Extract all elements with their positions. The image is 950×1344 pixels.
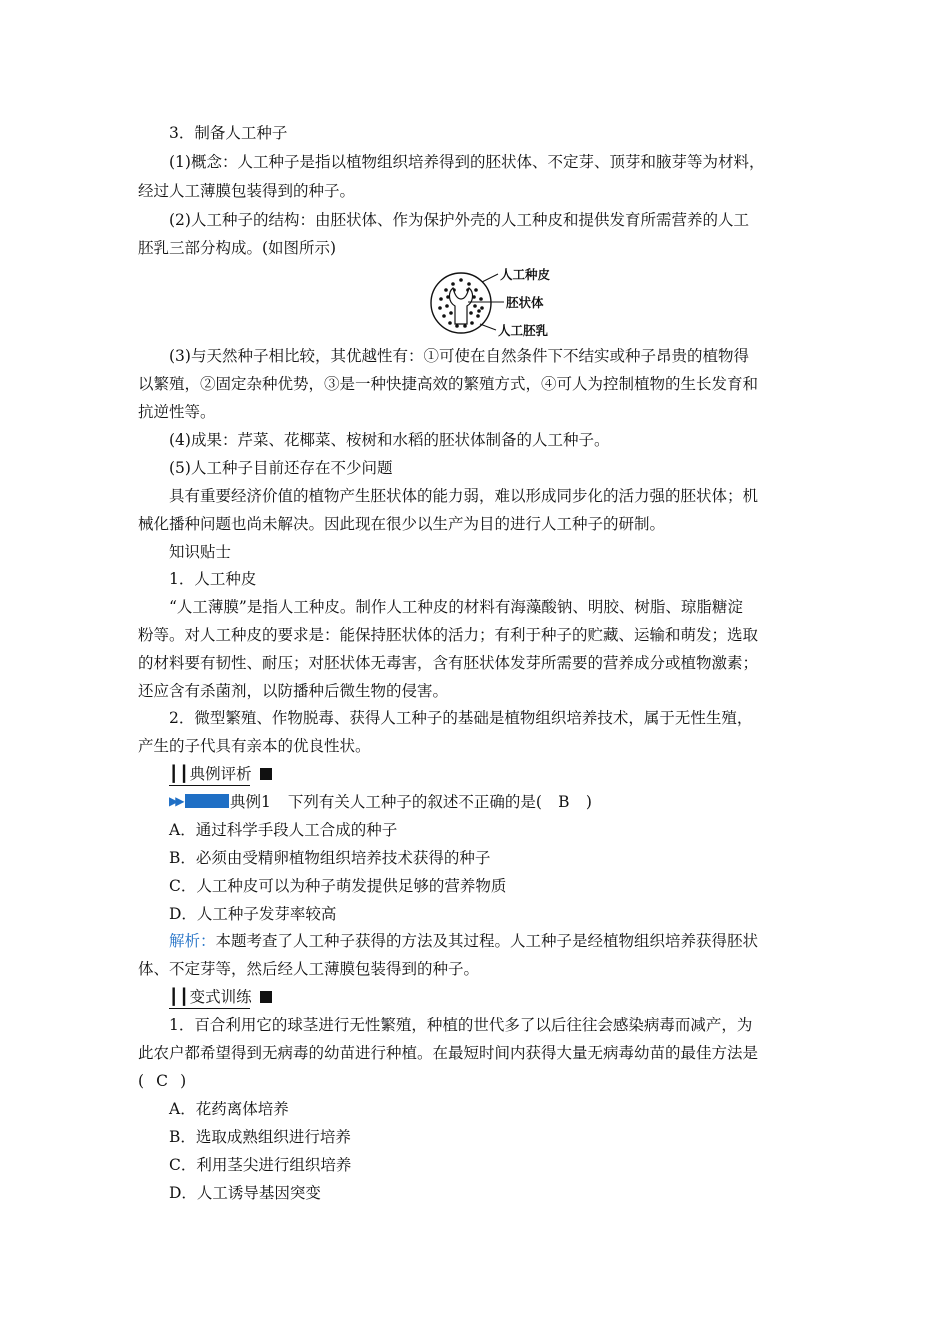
artificial-seed-diagram [428,266,568,338]
exercise1-option-b: B．选取成熟组织进行培养 [169,1128,351,1146]
label-embryoid: 胚状体 [506,295,544,310]
para-concept-cont: 经过人工薄膜包装得到的种子。 [138,182,356,200]
section-bars: ┃┃ [169,764,190,783]
example1-option-c: C．人工种皮可以为种子萌发提供足够的营养物质 [169,877,507,895]
section-header-variant-training [169,987,272,1007]
section-title: 变式训练 [189,988,252,1006]
leader-line-endosperm [480,324,496,330]
tip1-para-cont2: 的材料要有韧性、耐压；对胚状体无毒害，含有胚状体发芽所需要的营养成分或植物激素； [138,654,759,672]
example1-answer: B [558,793,570,811]
label-artificial-seed-coat: 人工种皮 [500,267,551,282]
exercise1-question-cont: 此农户都希望得到无病毒的幼苗进行种植。在最短时间内获得大量无病毒幼苗的最佳方法是 [138,1044,759,1062]
exercise1-answer: C [156,1072,168,1090]
tips-heading: 知识贴士 [169,543,232,561]
label-artificial-endosperm: 人工胚乳 [498,323,549,338]
tip1-para-cont: 粉等。对人工种皮的要求是：能保持胚状体的活力；有利于种子的贮藏、运输和萌发；选取 [138,626,759,644]
para-problems: (5)人工种子目前还存在不少问题 [169,459,393,477]
example-badge-bar [185,794,229,808]
para-problems-detail-cont: 械化播种问题也尚未解决。因此现在很少以生产为目的进行人工种子的研制。 [138,515,666,533]
exercise1-option-c: C．利用茎尖进行组织培养 [169,1156,352,1174]
para-structure: (2)人工种子的结构：由胚状体、作为保护外壳的人工种皮和提供发育所需营养的人工 [169,211,749,229]
exercise1-option-a: A．花药离体培养 [169,1100,289,1118]
example1-analysis [169,931,849,951]
section-header-example-analysis [169,764,272,784]
example1-label: 典例1 [230,793,271,811]
para-achievements: (4)成果：芹菜、花椰菜、桉树和水稻的胚状体制备的人工种子。 [169,431,610,449]
tip1-heading: 1．人工种皮 [169,570,257,588]
exercise1-option-d: D．人工诱导基因突变 [169,1184,321,1202]
tip2-para: 2．微型繁殖、作物脱毒、获得人工种子的基础是植物组织培养技术，属于无性生殖， [169,709,753,727]
para-concept: (1)概念：人工种子是指以植物组织培养得到的胚状体、不定芽、顶芽和腋芽等为材料， [169,153,765,171]
exercise1-answer-line: ( C ) [138,1072,187,1090]
analysis-label: 解析： [169,932,216,950]
para-problems-detail: 具有重要经济价值的植物产生胚状体的能力弱，难以形成同步化的活力强的胚状体；机 [169,487,759,505]
example1-option-b: B．必须由受精卵植物组织培养技术获得的种子 [169,849,491,867]
exercise1-question: 1．百合利用它的球茎进行无性繁殖，种植的世代多了以后往往会感染病毒而减产，为 [169,1016,753,1034]
tip2-para-cont: 产生的子代具有亲本的优良性状。 [138,737,371,755]
square-marker-icon [260,768,272,780]
leader-line-coat [482,274,498,282]
example1-option-d: D．人工种子发芽率较高 [169,905,337,923]
section-title: 典例评析 [189,765,252,783]
tip1-para-cont3: 还应含有杀菌剂，以防播种后微生物的侵害。 [138,682,449,700]
heading-make-artificial-seed: 3．制备人工种子 [169,124,288,142]
example1-question-text: 下列有关人工种子的叙述不正确的是( [287,793,542,811]
para-structure-cont: 胚乳三部分构成。(如图所示) [138,239,337,257]
square-marker-icon [260,991,272,1003]
para-advantages-cont2: 抗逆性等。 [138,403,216,421]
section-bars: ┃┃ [169,987,190,1006]
example1-analysis-cont: 体、不定芽等，然后经人工薄膜包装得到的种子。 [138,960,480,978]
analysis-text: 本题考查了人工种子获得的方法及其过程。人工种子是经植物组织培养获得胚状 [215,932,759,950]
double-arrow-icon: ▶▶ [169,794,182,808]
para-advantages-cont: 以繁殖，②固定杂种优势，③是一种快捷高效的繁殖方式，④可人为控制植物的生长发育和 [138,375,759,393]
example1-question: 典例1 下列有关人工种子的叙述不正确的是( B ) [230,793,592,811]
tip1-para: “人工薄膜”是指人工种皮。制作人工种皮的材料有海藻酸钠、明胶、树脂、琼脂糖淀 [169,598,743,616]
example1-option-a: A．通过科学手段人工合成的种子 [169,821,398,839]
para-advantages: (3)与天然种子相比较，其优越性有：①可使在自然条件下不结实或种子昂贵的植物得 [169,347,749,365]
